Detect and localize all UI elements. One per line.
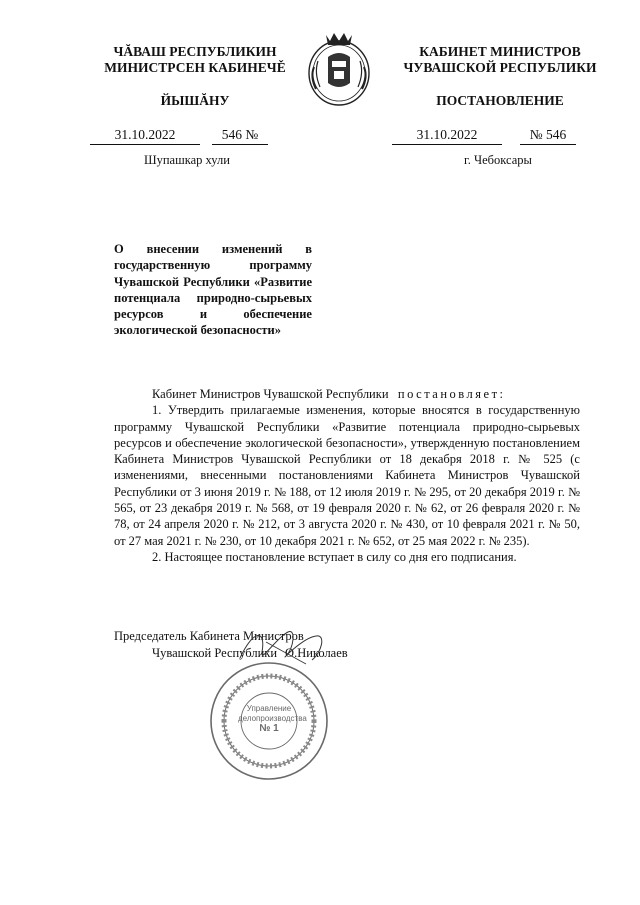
- header-left: [80, 44, 310, 76]
- stamp-text: [238, 704, 307, 734]
- preamble-verb: постановляет:: [397, 387, 506, 401]
- stamp-line1: Управление: [246, 704, 292, 713]
- number-left: 546 №: [212, 127, 268, 145]
- document-title: О внесении изменений в государственную программу Чувашской Республики «Развитие потенциала природно-сырьевых ресурсов и обеспечение экологической безопасности»: [114, 242, 312, 338]
- doc-type-chuvash: ЙЫШĂНУ: [160, 93, 230, 108]
- signature-position-republic: Чувашской Республики: [152, 646, 278, 660]
- preamble: [114, 386, 580, 402]
- preamble-subject: Кабинет Министров Чувашской Республики: [152, 387, 389, 401]
- paragraph-2: 2. Настоящее постановление вступает в силу со дня его подписания.: [152, 549, 517, 564]
- signatory-name: О.Николаев: [285, 646, 348, 660]
- city-left: Шупашкар хули: [144, 153, 230, 167]
- doc-type-russian: ПОСТАНОВЛЕНИЕ: [436, 93, 564, 108]
- signature-position-line1: Председатель Кабинета Министров: [114, 629, 304, 643]
- header-left-line2: МИНИСТРСЕН КАБИНЕЧĚ: [104, 60, 286, 75]
- number-right: № 546: [520, 127, 576, 145]
- stamp-line3: № 1: [259, 723, 279, 734]
- city-right: г. Чебоксары: [464, 153, 532, 167]
- date-right: 31.10.2022: [392, 127, 502, 145]
- stamp-line2: делопроизводства: [238, 714, 307, 723]
- paragraph-1: 1. Утвердить прилагаемые изменения, которые вносятся в государственную программу Чувашской Республики «Развитие потенциала природно-сырьевых ресурсов и обеспечение экологической безопасности», утвержденную постановлением Кабинета Министров Чувашской Республики от 18 декабря 2018 г. № 525 (с изменениями, внесенными постановлениями Кабинета Министров Чувашской Республики от 3 июня 2019 г. № 188, от 12 июля 2019 г. № 295, от 20 декабря 2019 г. № 565, от 23 декабря 2019 г. № 568, от 19 февраля 2020 г. № 62, от 26 февраля 2020 г. № 78, от 24 апреля 2020 г. № 212, от 3 августа 2020 г. № 430, от 10 февраля 2021 г. № 50, от 27 мая 2021 г. № 230, от 10 декабря 2021 г. № 652, от 25 мая 2022 г. № 235).: [114, 403, 580, 548]
- header-right: [380, 44, 620, 76]
- date-left: 31.10.2022: [90, 127, 200, 145]
- header-right-line2: ЧУВАШСКОЙ РЕСПУБЛИКИ: [403, 60, 597, 75]
- document-body: [114, 386, 580, 565]
- header-right-line1: КАБИНЕТ МИНИСТРОВ: [419, 44, 581, 59]
- header-left-line1: ЧĂВАШ РЕСПУБЛИКИН: [113, 44, 277, 59]
- coat-of-arms-emblem: [304, 27, 374, 107]
- official-stamp: [208, 660, 330, 782]
